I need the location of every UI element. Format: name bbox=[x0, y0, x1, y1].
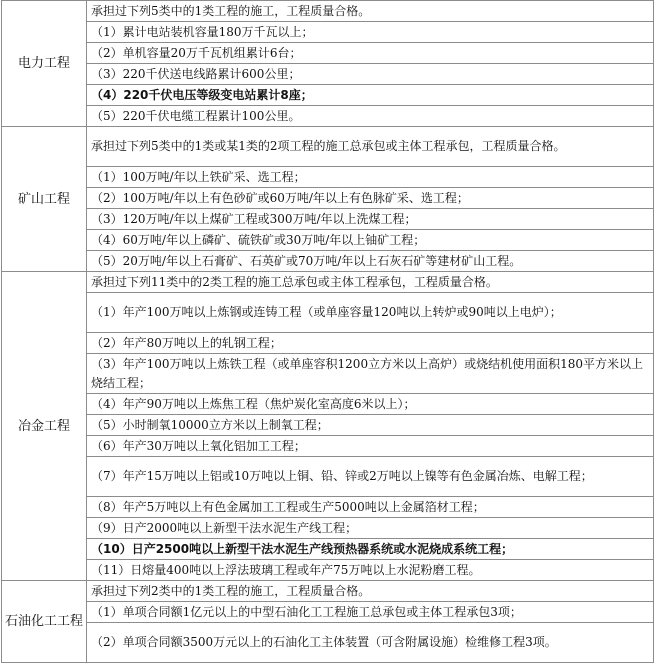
requirement-cell: （3）220千伏送电线路累计600公里； bbox=[87, 64, 654, 85]
requirement-cell: （2）单项合同额3500万元以上的石油化工主体装置（可含附属设施）检维修工程3项。 bbox=[87, 623, 654, 663]
table-row bbox=[2, 64, 654, 85]
table-row bbox=[2, 1, 654, 22]
requirement-cell: （5）220千伏电缆工程累计100公里。 bbox=[87, 106, 654, 127]
requirement-cell: （3）年产100万吨以上炼铁工程（或单座容积1200立方米以上高炉）或烧结机使用面积180平方米以上烧结工程； bbox=[87, 354, 654, 394]
qualification-table bbox=[1, 0, 654, 663]
category-cell: 矿山工程 bbox=[2, 127, 87, 272]
table-row bbox=[2, 188, 654, 209]
requirement-cell: （9）日产2000吨以上新型干法水泥生产线工程； bbox=[87, 518, 654, 539]
requirement-cell: （5）小时制氧10000立方米以上制氧工程； bbox=[87, 415, 654, 436]
requirement-cell: （2）单机容量20万千瓦机组累计6台； bbox=[87, 43, 654, 64]
table-row bbox=[2, 230, 654, 251]
table-row bbox=[2, 581, 654, 602]
requirement-cell: （1）年产100万吨以上炼钢或连铸工程（或单座容量120吨以上转炉或90吨以上电炉）； bbox=[87, 293, 654, 333]
table-row bbox=[2, 457, 654, 497]
table-row bbox=[2, 333, 654, 354]
requirement-cell: （7）年产15万吨以上铝或10万吨以上铜、铅、锌或2万吨以上镍等有色金属冶炼、电解工程； bbox=[87, 457, 654, 497]
table-row bbox=[2, 106, 654, 127]
requirement-cell: 承担过下列5类中的1类工程的施工，工程质量合格。 bbox=[87, 1, 654, 22]
table-row bbox=[2, 539, 654, 560]
requirement-cell: （6）年产30万吨以上氧化铝加工工程； bbox=[87, 436, 654, 457]
requirement-cell: （1）100万吨/年以上铁矿采、选工程； bbox=[87, 167, 654, 188]
table-row bbox=[2, 85, 654, 106]
table-row bbox=[2, 209, 654, 230]
requirement-cell: （1）累计电站装机容量180万千瓦以上； bbox=[87, 22, 654, 43]
table-row bbox=[2, 293, 654, 333]
table-row bbox=[2, 272, 654, 293]
requirement-cell: （10）日产2500吨以上新型干法水泥生产线预热器系统或水泥烧成系统工程； bbox=[87, 539, 654, 560]
table-row bbox=[2, 43, 654, 64]
table-row bbox=[2, 518, 654, 539]
table-row bbox=[2, 623, 654, 663]
table-row bbox=[2, 415, 654, 436]
requirement-cell: 承担过下列2类中的1类工程的施工，工程质量合格。 bbox=[87, 581, 654, 602]
table-row bbox=[2, 602, 654, 623]
requirement-cell: （2）年产80万吨以上的轧钢工程； bbox=[87, 333, 654, 354]
table-row bbox=[2, 354, 654, 394]
requirement-cell: 承担过下列5类中的1类或某1类的2项工程的施工总承包或主体工程承包，工程质量合格。 bbox=[87, 127, 654, 167]
category-cell: 石油化工工程 bbox=[2, 581, 87, 663]
table-row bbox=[2, 436, 654, 457]
requirement-cell: （1）单项合同额1亿元以上的中型石油化工工程施工总承包或主体工程承包3项； bbox=[87, 602, 654, 623]
requirement-cell: （4）220千伏电压等级变电站累计8座； bbox=[87, 85, 654, 106]
requirement-cell: 承担过下列11类中的2类工程的施工总承包或主体工程承包，工程质量合格。 bbox=[87, 272, 654, 293]
table-row bbox=[2, 394, 654, 415]
requirement-cell: （11）日熔量400吨以上浮法玻璃工程或年产75万吨以上水泥粉磨工程。 bbox=[87, 560, 654, 581]
table-row bbox=[2, 127, 654, 167]
requirement-cell: （4）60万吨/年以上磷矿、硫铁矿或30万吨/年以上铀矿工程； bbox=[87, 230, 654, 251]
category-cell: 冶金工程 bbox=[2, 272, 87, 581]
requirement-cell: （2）100万吨/年以上有色砂矿或60万吨/年以上有色脉矿采、选工程； bbox=[87, 188, 654, 209]
requirement-cell: （8）年产5万吨以上有色金属加工工程或生产5000吨以上金属箔材工程； bbox=[87, 497, 654, 518]
requirement-cell: （5）20万吨/年以上石膏矿、石英矿或70万吨/年以上石灰石矿等建材矿山工程。 bbox=[87, 251, 654, 272]
table-row bbox=[2, 497, 654, 518]
requirement-cell: （3）120万吨/年以上煤矿工程或300万吨/年以上洗煤工程； bbox=[87, 209, 654, 230]
table-row bbox=[2, 22, 654, 43]
table-row bbox=[2, 251, 654, 272]
table-row bbox=[2, 560, 654, 581]
category-cell: 电力工程 bbox=[2, 1, 87, 127]
table-row bbox=[2, 167, 654, 188]
requirement-cell: （4）年产90万吨以上炼焦工程（焦炉炭化室高度6米以上）； bbox=[87, 394, 654, 415]
